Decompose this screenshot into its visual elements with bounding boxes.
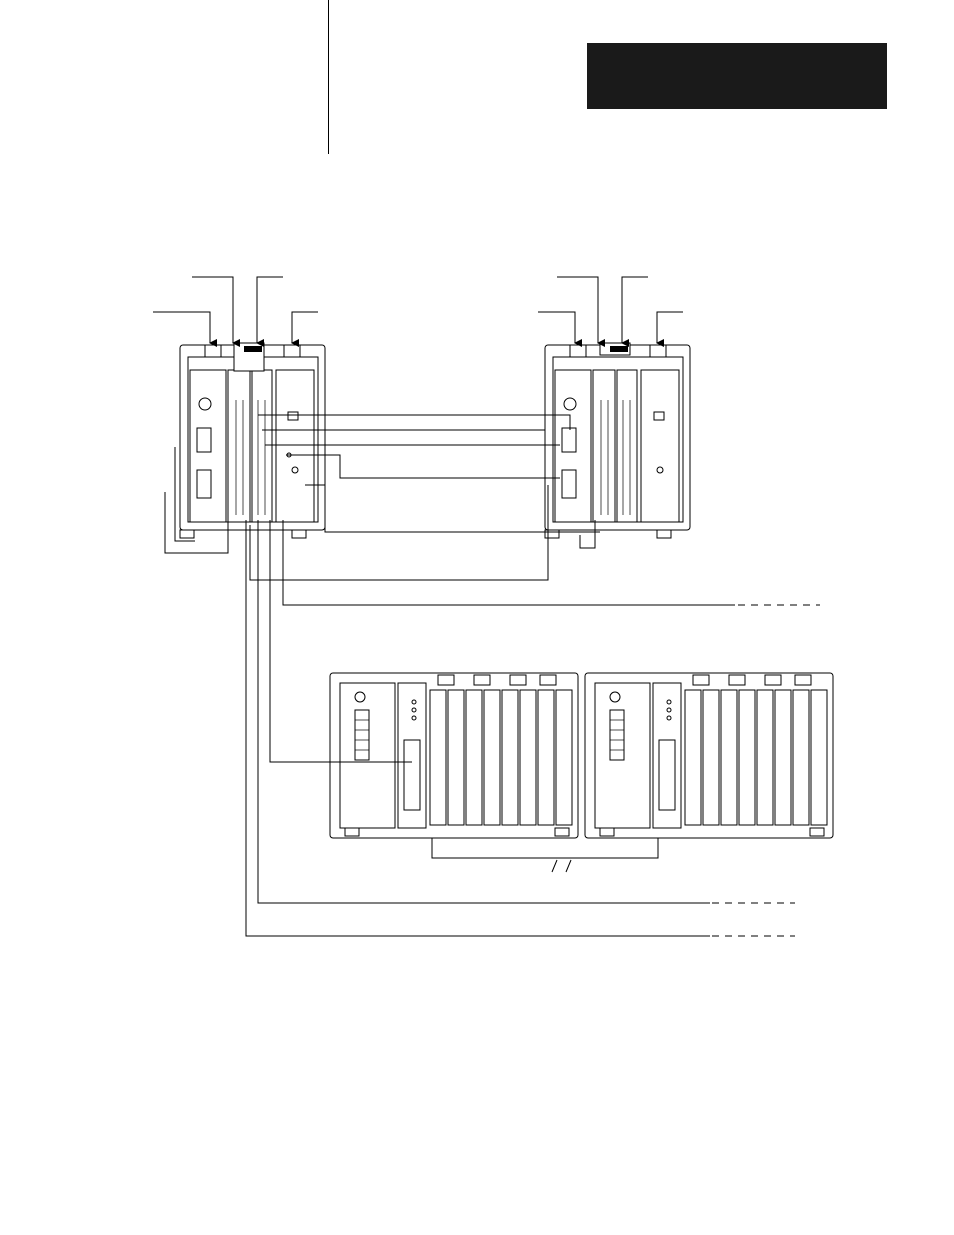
keyswitch-icon — [564, 398, 576, 410]
ps-terminal-block — [355, 710, 369, 760]
port-connector-icon — [197, 470, 211, 498]
adapter-module — [653, 683, 681, 828]
terminal-strip-b1 — [601, 400, 608, 515]
port-connector-icon — [562, 470, 576, 498]
io-slots-1 — [430, 675, 572, 825]
interchassis-cables — [165, 415, 820, 605]
io-slots-2 — [685, 675, 827, 825]
keyswitch-icon — [199, 398, 211, 410]
power-supply-module — [595, 683, 650, 828]
io-chassis-2 — [585, 673, 833, 838]
port-connector-icon — [197, 428, 211, 452]
arrow-pointers-b — [538, 277, 683, 343]
terminal-strip-a2 — [258, 400, 265, 515]
terminal-strip-a1 — [236, 400, 243, 515]
power-supply-module — [340, 683, 395, 828]
processor-chassis-b — [545, 343, 690, 538]
adapter-module — [398, 683, 426, 828]
io-chassis-1 — [330, 673, 578, 838]
port-connector-icon — [562, 428, 576, 452]
ps-terminal-block — [610, 710, 624, 760]
arrow-pointers-a — [153, 277, 318, 343]
processor-chassis-a — [180, 343, 325, 538]
terminal-strip-b2 — [623, 400, 630, 515]
